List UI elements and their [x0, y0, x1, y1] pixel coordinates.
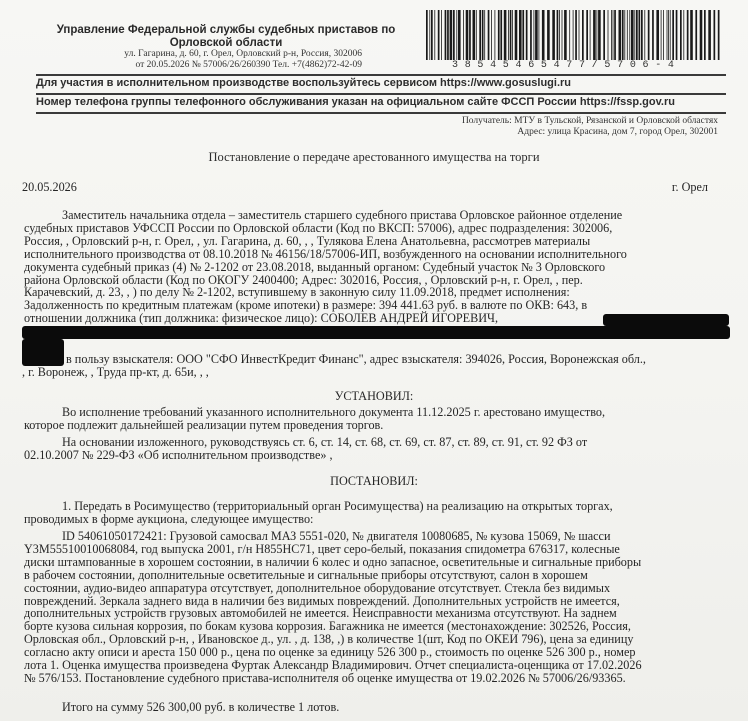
p1-line: Заместитель начальника отдела – заместитель старшего судебного пристава Орловское районное отделение: [62, 208, 623, 222]
barcode-bar: [695, 10, 697, 60]
redaction-block: [22, 326, 730, 339]
header-rule-bottom: [36, 112, 726, 114]
barcode-bar: [508, 10, 509, 60]
barcode-bar: [495, 10, 496, 60]
header-rule-top: [36, 74, 726, 76]
barcode-bar: [445, 10, 447, 60]
barcode-bar: [456, 10, 457, 60]
p1-line: судебных приставов УФССП России по Орловской области (Код по ВКСП: 57006), адрес подразделения: 302006,: [24, 220, 613, 235]
barcode-bar: [429, 10, 430, 60]
barcode-bar: [661, 10, 662, 60]
p1-line: Россия, , Орловский р-н, г. Орел, , ул. Гагарина, д. 60, , , Тулякова Елена Анатольевна, рассмотрев материалы: [24, 233, 591, 248]
barcode-bar: [639, 10, 641, 60]
gosuslugi-note: Для участия в исполнительном производстве воспользуйтесь сервисом https://www.gosuslugi.ru: [36, 77, 572, 89]
barcode-bar: [680, 10, 682, 60]
barcode-bar: [504, 10, 507, 60]
barcode-bar: [426, 10, 428, 60]
barcode-bar: [447, 10, 449, 60]
barcode-bar: [441, 10, 442, 60]
recipient-address: Адрес: улица Красина, дом 7, город Орел, 302001: [517, 127, 718, 137]
p1-line: Карачевский, д. 23, , ) по делу № 2-1202, вступившему в законную силу 11.09.2018, предмет исполнения:: [24, 285, 570, 300]
paragraph-arrest: [24, 406, 720, 432]
p5-line: состоянии, аудио-видео аппаратура отсутствует, дополнительное оборудование отсутствует. Стекла без видимых: [24, 580, 611, 595]
barcode-bar: [450, 10, 453, 60]
barcode-bar: [434, 10, 435, 60]
p1-line: документа судебный приказ (4) № 2-1202 от 23.08.2018, выданный органом: Судебный участок № 3 Орловского: [24, 259, 606, 274]
barcode-bar: [586, 10, 588, 60]
barcode-bar: [522, 10, 524, 60]
barcode-bar: [557, 10, 559, 60]
barcode-bar: [663, 10, 664, 60]
p5-line: диски штампованные в хорошем состоянии, в наличии 6 колес и одно запасное, осветительные и сигнальные приборы: [24, 554, 642, 569]
barcode-bar: [634, 10, 635, 60]
barcode-bar: [656, 10, 659, 60]
barcode-bar: [667, 10, 668, 60]
barcode-number: 38545465477/5706-4: [452, 60, 681, 71]
barcode: [424, 10, 724, 60]
barcode-bar: [652, 10, 654, 60]
barcode-bar: [539, 10, 540, 60]
barcode-bar: [622, 10, 624, 60]
barcode-bar: [700, 10, 703, 60]
heading-established: УСТАНОВИЛ:: [334, 389, 414, 403]
p3-line: На основании изложенного, руководствуясь ст. 6, ст. 14, ст. 68, ст. 69, ст. 87, ст. 89, ст. 91, ст. 92 ФЗ от: [62, 435, 588, 449]
barcode-bar: [676, 10, 678, 60]
creditor-address-line: , г. Воронеж, , Труда пр-кт, д. 65и, , ,: [22, 365, 209, 379]
barcode-bar: [515, 10, 518, 60]
p5-line: ID 54061050172421: Грузовой самосвал МАЗ 5551-020, № двигателя 10080685, № кузова 15069, № шасси: [62, 529, 611, 543]
barcode-bar: [431, 10, 433, 60]
barcode-bar: [708, 10, 711, 60]
barcode-bar: [714, 10, 716, 60]
barcode-bar: [569, 10, 570, 60]
barcode-bar: [535, 10, 538, 60]
barcode-bar: [564, 10, 567, 60]
redaction-block: [22, 339, 64, 366]
barcode-bar: [619, 10, 622, 60]
barcode-bar: [718, 10, 720, 60]
p5-line: дополнительных устройств грузовых автомобилей не имеется. Неисправности механизма отсутствуют. На заднем: [24, 606, 617, 621]
p5-line: лота 1. Оценка имущества произведена Фуртак Александр Владимирович. Отчет специалиста-оценщика от 17.02.2026: [24, 658, 642, 673]
p1-line: района Орловской области (Код по ОКОГУ 2400400; Адрес: 302016, Россия, , Орловский р-н, г. Орел, , пер.: [24, 272, 583, 287]
barcode-bar: [463, 10, 464, 60]
paragraph-legal-basis: [24, 436, 720, 462]
p4-line: 1. Передать в Росимущество (территориальный орган Росимущества) на реализацию на открытых торгах,: [62, 499, 613, 513]
barcode-bar: [469, 10, 471, 60]
org-title: Управление Федеральной службы судебных приставов по Орловской области: [56, 24, 396, 49]
barcode-bar: [488, 10, 490, 60]
total-line: Итого на сумму 526 300,00 руб. в количестве 1 лотов.: [62, 700, 340, 714]
paragraph-transfer: [24, 500, 720, 526]
barcode-bar: [500, 10, 502, 60]
barcode-bar: [627, 10, 628, 60]
barcode-bar: [458, 10, 461, 60]
barcode-bar: [473, 10, 476, 60]
p5-line: повреждений. Зеркала заднего вида в наличии без видимых повреждений. Дополнительных устройств не имеется,: [24, 593, 620, 608]
recipient-name: Получатель: МТУ в Тульской, Рязанской и Орловской областях: [461, 116, 718, 126]
barcode-bar: [498, 10, 500, 60]
barcode-bar: [683, 10, 684, 60]
barcode-bar: [593, 10, 596, 60]
barcode-bar: [573, 10, 574, 60]
p3-line: 02.10.2007 № 229-ФЗ «Об исполнительном производстве» ,: [24, 447, 333, 462]
barcode-bar: [491, 10, 492, 60]
p5-line: Орловская обл., Орловский р-н, , Ивановское д., ул. , д. 138, ,) в количестве 1(шт, Код по ОКЕИ 796), цена за единицу: [24, 632, 634, 647]
barcode-bar: [438, 10, 440, 60]
header-rule-middle: [36, 93, 726, 95]
org-address-line2: от 20.05.2026 № 57006/26/260390 Тел. +7(4862)72-42-09: [135, 59, 362, 70]
barcode-bar: [579, 10, 580, 60]
p5-line: Y3M55510010068084, год выпуска 2001, г/н Н855НС71, цвет серо-белый, показания спидометра 676317, колесные: [24, 541, 620, 556]
paragraph-property-description: [24, 530, 720, 685]
barcode-bar: [624, 10, 625, 60]
org-address-line1: ул. Гагарина, д. 60, г. Орел, Орловский р-н, Россия, 302006: [124, 49, 362, 59]
barcode-bar: [510, 10, 512, 60]
barcode-bar: [672, 10, 674, 60]
p5-line: № 576/153. Постановление судебного пристава-исполнителя об оценке имущества от 19.02.2026 № 57006/26/93365.: [24, 670, 626, 685]
barcode-bar: [542, 10, 545, 60]
barcode-bar: [590, 10, 591, 60]
p2-line: которое подлежит дальнейшей реализации путем проведения торгов.: [24, 417, 384, 432]
barcode-bar: [453, 10, 455, 60]
barcode-bar: [670, 10, 671, 60]
redaction-block: [603, 314, 729, 326]
barcode-bar: [519, 10, 522, 60]
barcode-bar: [613, 10, 614, 60]
p1-line: отношении должника (тип должника: физическое лицо): СОБОЛЕВ АНДРЕЙ ИГОРЕВИЧ,: [24, 311, 498, 326]
barcode-bar: [648, 10, 650, 60]
barcode-bar: [482, 10, 484, 60]
barcode-bar: [608, 10, 609, 60]
barcode-bar: [641, 10, 643, 60]
barcode-bar: [526, 10, 528, 60]
barcode-bar: [547, 10, 550, 60]
barcode-bar: [530, 10, 532, 60]
barcode-bar: [611, 10, 612, 60]
barcode-bar: [687, 10, 689, 60]
barcode-bar: [512, 10, 513, 60]
barcode-bar: [631, 10, 634, 60]
p5-line: борте кузова сильная коррозия, по бокам кузова коррозия. Багажника не имеется (местонахождение: 302526, Россия,: [24, 619, 631, 634]
creditor-line: в пользу взыскателя: ООО "СФО ИнвестКредит Финанс", адрес взыскателя: 394026, Россия, Воронежская обл.,: [66, 352, 646, 366]
barcode-bar: [598, 10, 601, 60]
barcode-bar: [636, 10, 638, 60]
document-date: 20.05.2026: [22, 180, 77, 194]
p4-line: проводимых в форме аукциона, следующее имущество:: [24, 511, 314, 526]
org-address: [92, 49, 362, 70]
barcode-bar: [704, 10, 706, 60]
document-city: г. Орел: [671, 180, 708, 194]
barcode-bar: [597, 10, 598, 60]
barcode-bar: [476, 10, 477, 60]
p1-line: исполнительного производства от 08.10.2018 № 46156/18/57006-ИП, возбужденного на основании исполнительного: [24, 246, 627, 261]
barcode-bar: [614, 10, 616, 60]
paragraph-case-details: [24, 209, 720, 325]
p5-line: в рабочем состоянии, дополнительные осветительные и сигнальные приборы отсутствуют, салон в хорошем: [24, 567, 588, 582]
barcode-bar: [552, 10, 555, 60]
barcode-bar: [644, 10, 645, 60]
barcode-bar: [559, 10, 560, 60]
p5-line: согласно акту описи и ареста 150 000 р., цена по оценке за единицу 526 300 р., стоимость по оценке 526 300 р., номер: [24, 645, 636, 660]
barcode-bar: [582, 10, 584, 60]
p2-line: Во исполнение требований указанного исполнительного документа 11.12.2025 г. арестовано имущество,: [62, 405, 606, 419]
heading-resolved: ПОСТАНОВИЛ:: [330, 474, 418, 488]
barcode-bar: [562, 10, 563, 60]
phone-note: Номер телефона группы телефонного обслуживания указан на официальном сайте ФССП России https://fssp.gov.ru: [36, 96, 675, 108]
barcode-bar: [466, 10, 469, 60]
barcode-bar: [603, 10, 605, 60]
barcode-bar: [479, 10, 481, 60]
barcode-bar: [629, 10, 630, 60]
barcode-bar: [575, 10, 577, 60]
p1-line: Задолженность по кредитным платежам (кроме ипотеки) в размере: 394 441.63 руб. в валюте по ОКВ: 643, в: [24, 298, 588, 313]
barcode-bar: [484, 10, 485, 60]
document-title: Постановление о передаче арестованного имущества на торги: [208, 150, 540, 164]
barcode-bar: [668, 10, 669, 60]
barcode-bar: [534, 10, 535, 60]
barcode-bar: [690, 10, 693, 60]
